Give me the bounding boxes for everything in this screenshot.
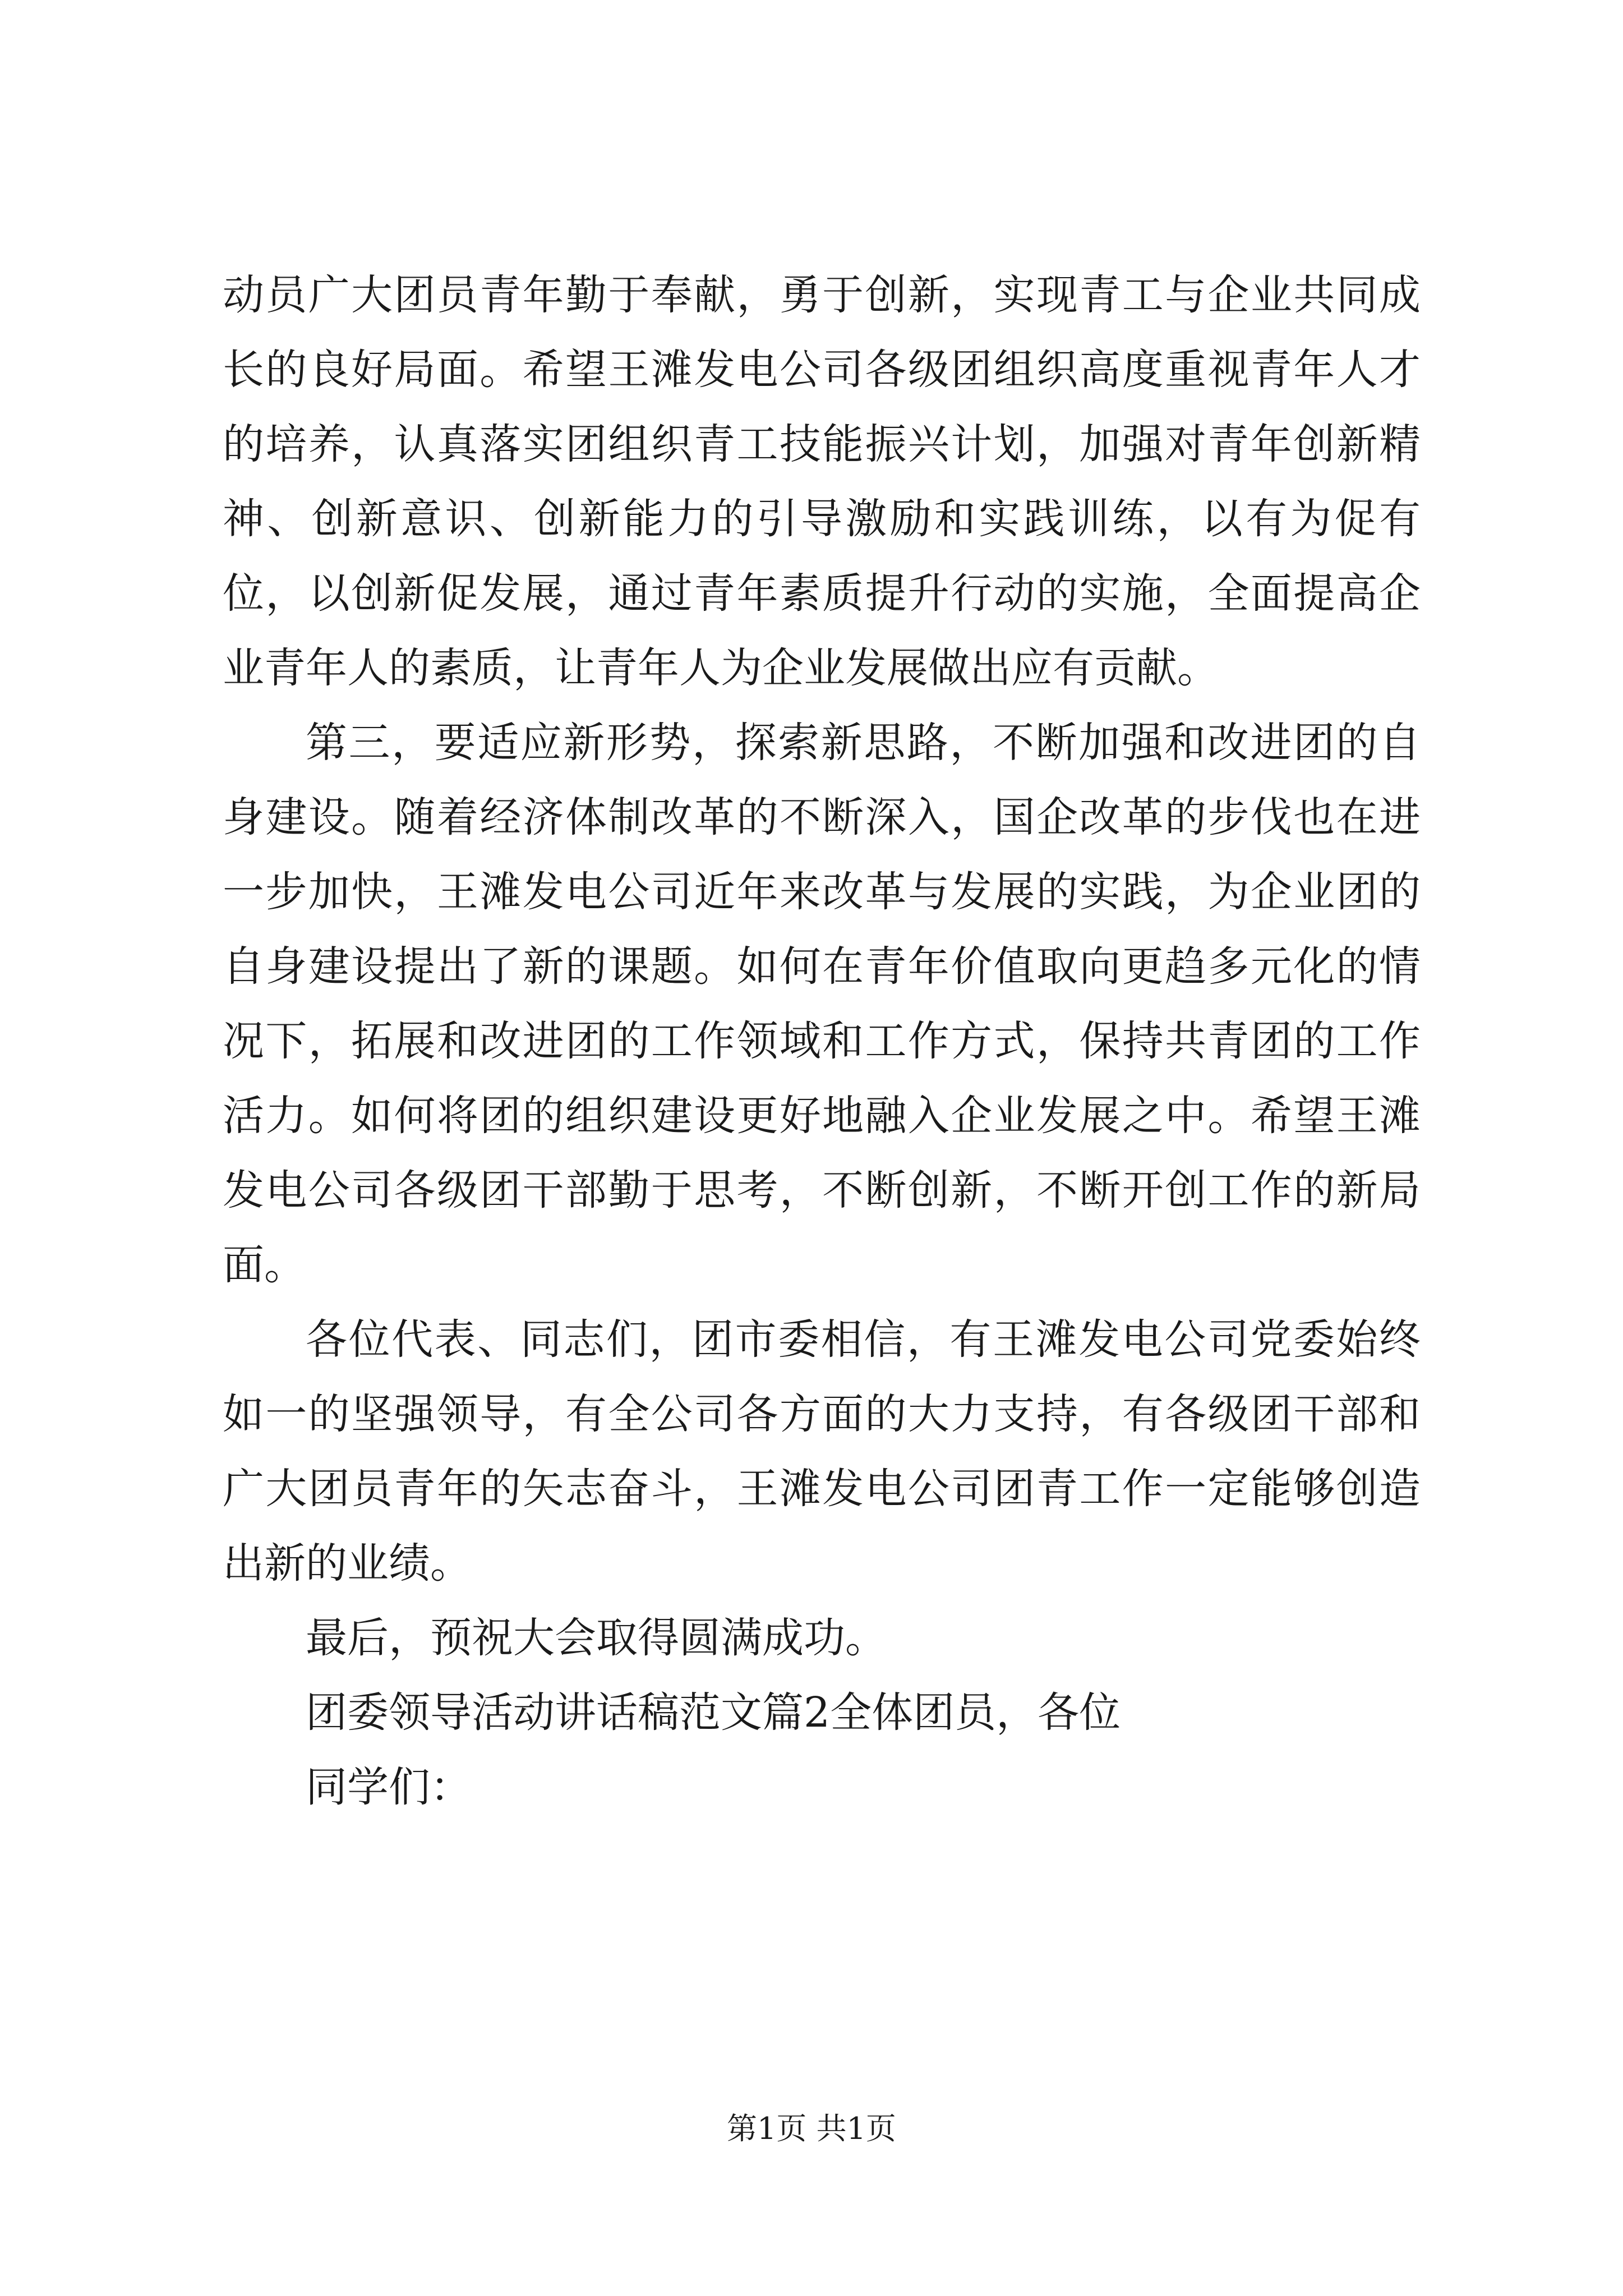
document-body [223,258,1421,1825]
paragraph-salutation: 同学们： [306,1763,472,1811]
paragraph-address: 各位代表、同志们，团市委相信，有王滩发电公司党委始终如一的坚强领导，有全公司各方面的大力支持，有各级团干部和广大团员青年的矢志奋斗，王滩发电公司团青工作一定能够创造出新的业绩。 [223,1315,1421,1588]
paragraph-third-point: 第三，要适应新形势，探索新思路，不断加强和改进团的自身建设。随着经济体制改革的不断深入，国企改革的步伐也在进一步加快，王滩发电公司近年来改革与发展的实践，为企业团的自身建设提出了新的课题。如何在青年价值取向更趋多元化的情况下，拓展和改进团的工作领域和工作方式，保持共青团的工作活力。如何将团的组织建设更好地融入企业发展之中。希望王滩发电公司各级团干部勤于思考，不断创新，不断开创工作的新局面。 [223,719,1421,1289]
paragraph-continuation: 动员广大团员青年勤于奉献，勇于创新，实现青工与企业共同成长的良好局面。希望王滩发电公司各级团组织高度重视青年人才的培养，认真落实团组织青工技能振兴计划，加强对青年创新精神、创新意识、创新能力的引导激励和实践训练，以有为促有位，以创新促发展，通过青年素质提升行动的实施，全面提高企业青年人的素质，让青年人为企业发展做出应有贡献。 [223,271,1421,692]
page-footer: 第1页 共1页 [727,2111,896,2146]
paragraph-closing: 最后，预祝大会取得圆满成功。 [306,1614,887,1662]
paragraph-title-line: 团委领导活动讲话稿范文篇2全体团员，各位 [306,1688,1121,1737]
